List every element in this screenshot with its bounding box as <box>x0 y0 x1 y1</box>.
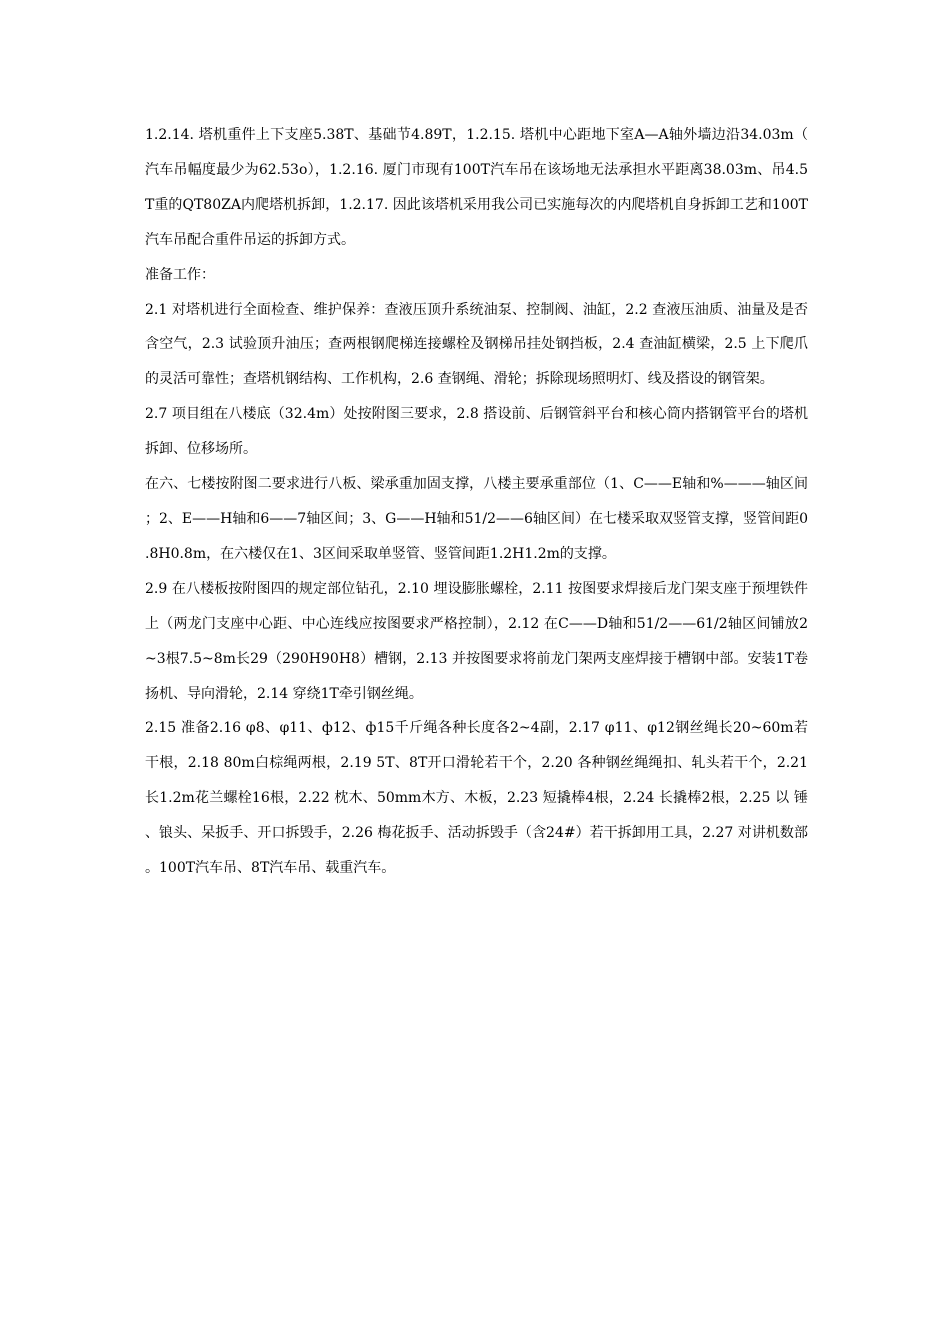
paragraph-1: 1.2.14. 塔机重件上下支座5.38T、基础节4.89T，1.2.15. 塔机中心距地下室A—A轴外墙边沿34.03m（汽车吊幅度最少为62.53o），1.2.16. 厦门市现有100T汽车吊在该场地无法承担水平距离38.03m、吊4.5T重的QT80ZA内爬塔机拆卸，1.2.17. 因此该塔机采用我公司已实施每次的内爬塔机自身拆卸工艺和100T汽车吊配合重件吊运的拆卸方式。 <box>145 127 808 248</box>
paragraph-2: 准备工作： <box>145 266 215 283</box>
paragraph-7: 2.15 准备2.16 φ8、φ11、ф12、ф15千斤绳各种长度各2~4副，2.17 φ11、φ12钢丝绳长20~60m若干根，2.18 80m白棕绳两根，2.19 5T、8T开口滑轮若干个，2.20 各种钢丝绳绳扣、轧头若干个，2.21 长1.2m花兰螺栓16根，2.22 枕木、50mm木方、木板，2.23 短撬棒4根，2.24 长撬棒2根，2.25 以 锤、锒头、呆扳手、开口拆毁手，2.26 梅花扳手、活动拆毁手（含24#）若干拆卸用工具，2.27 对讲机数部。100T汽车吊、8T汽车吊、载重汽车。 <box>145 720 808 877</box>
paragraph-3: 2.1 对塔机进行全面检查、维护保养：查液压顶升系统油泵、控制阀、油缸，2.2 查液压油质、油量及是否含空气，2.3 试验顶升油压；查两根钢爬梯连接螺栓及钢梯吊挂处钢挡板，2.4 查油缸横梁，2.5 上下爬爪的灵活可靠性；查塔机钢结构、工作机构，2.6 查钢绳、滑轮；拆除现场照明灯、线及搭设的钢管架。 <box>145 301 808 388</box>
paragraph-6: 2.9 在八楼板按附图四的规定部位钻孔，2.10 埋设膨胀螺栓，2.11 按图要求焊接后龙门架支座于预埋铁件上（两龙门支座中心距、中心连线应按图要求严格控制），2.12 在C——D轴和51/2——61/2轴区间铺放2~3根7.5~8m长29（290H90H8）槽钢，2.13 并按图要求将前龙门架两支座焊接于槽钢中部。安装1T卷扬机、导向滑轮，2.14 穿绕1T牵引钢丝绳。 <box>145 580 808 702</box>
document-body <box>145 118 808 886</box>
paragraph-5: 在六、七楼按附图二要求进行八板、梁承重加固支撑，八楼主要承重部位（1、C——E轴和%———轴区间；2、E——H轴和6——7轴区间；3、G——H轴和51/2——6轴区间）在七楼采取双竖管支撑，竖管间距0.8H0.8m，在六楼仅在1、3区间采取单竖管、竖管间距1.2H1.2m的支撑。 <box>145 476 808 562</box>
paragraph-4: 2.7 项目组在八楼底（32.4m）处按附图三要求，2.8 搭设前、后钢管斜平台和核心筒内搭钢管平台的塔机拆卸、位移场所。 <box>145 406 808 458</box>
